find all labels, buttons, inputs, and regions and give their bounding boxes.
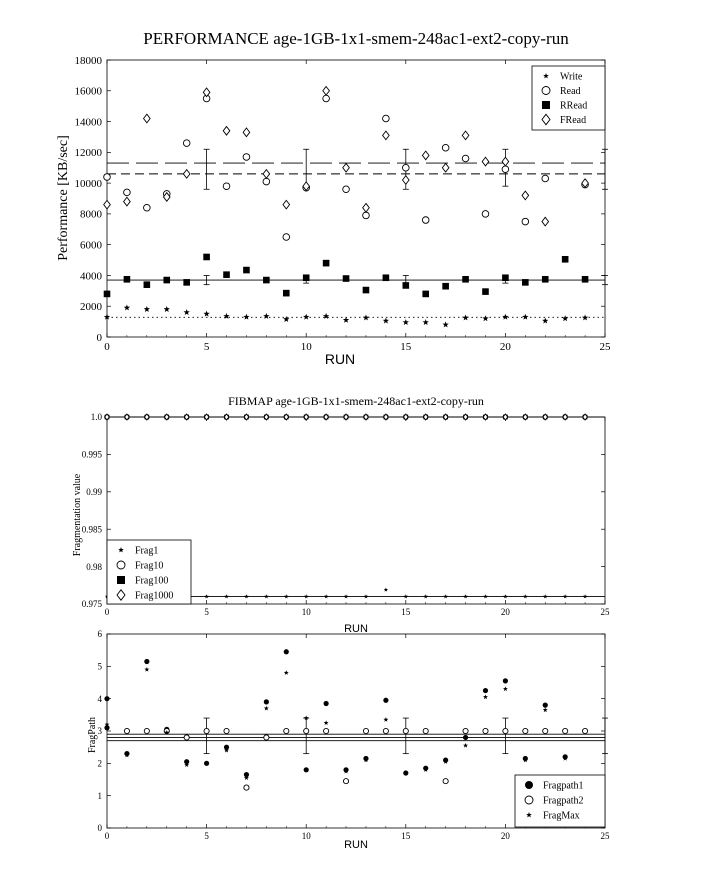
fragpath-point-fragpath1 (264, 699, 269, 704)
fragpath-legend-label: FragMax (543, 810, 580, 822)
fragpath-point-fragpath1 (463, 735, 468, 740)
fibmap-y-tick-label: 0.985 (81, 524, 102, 535)
performance-point-fread (422, 151, 429, 160)
fragpath-x-tick-label: 20 (500, 831, 510, 841)
performance-point-rread (562, 256, 569, 263)
performance-legend-label: RRead (560, 100, 588, 112)
fragpath-point-fragpath1 (483, 688, 488, 693)
performance-point-rread (124, 276, 131, 283)
performance-point-write (263, 313, 269, 319)
fragpath-point-fragpath1 (304, 767, 309, 772)
performance-chart (56, 29, 611, 367)
performance-point-fread (383, 131, 390, 140)
performance-point-fread (482, 157, 489, 166)
performance-point-write (562, 315, 568, 321)
performance-point-rread (343, 275, 350, 282)
fibmap-point-frag1 (264, 594, 268, 598)
performance-y-tick-label: 0 (96, 331, 102, 344)
fragpath-point-fragpath2 (343, 779, 348, 784)
performance-y-tick-label: 6000 (80, 239, 102, 252)
fragpath-point-fragpath1 (543, 703, 548, 708)
fragpath-y-tick-label: 1 (97, 790, 102, 801)
performance-point-read (343, 186, 350, 193)
performance-point-write (164, 306, 170, 312)
fibmap-legend-label: Frag10 (135, 560, 164, 572)
performance-point-rread (363, 287, 370, 294)
fragpath-point-fragpath1 (324, 701, 329, 706)
fragpath-point-fragmax (324, 720, 329, 725)
performance-point-rread (303, 274, 310, 281)
fibmap-legend-label: Frag1000 (135, 590, 174, 602)
fragpath-point-fragpath2 (204, 728, 209, 733)
performance-point-rread (383, 274, 390, 281)
fibmap-point-frag1 (404, 594, 408, 598)
fragpath-legend-label: Fragpath1 (543, 780, 584, 792)
performance-point-write (502, 314, 508, 320)
fragpath-point-fragpath2 (403, 728, 408, 733)
performance-x-tick-label: 15 (400, 341, 412, 353)
fragpath-x-tick-label: 10 (301, 831, 311, 841)
performance-point-write (343, 317, 349, 323)
performance-point-read (144, 204, 151, 211)
fibmap-point-frag1 (244, 594, 248, 598)
performance-point-read (522, 218, 529, 225)
performance-point-read (223, 183, 230, 190)
performance-point-rread (442, 283, 449, 290)
performance-point-write (363, 314, 369, 320)
fragpath-point-fragpath2 (543, 728, 548, 733)
fragpath-y-tick-label: 3 (97, 726, 102, 737)
performance-ylabel: Performance [KB/sec] (56, 135, 71, 261)
performance-point-write (203, 311, 209, 317)
performance-legend-label: FRead (560, 115, 587, 126)
fibmap-x-tick-label: 10 (301, 607, 311, 617)
performance-title: PERFORMANCE age-1GB-1x1-smem-248ac1-ext2-copy-run (143, 29, 569, 48)
performance-point-rread (542, 276, 549, 283)
performance-y-tick-label: 14000 (74, 116, 102, 129)
fragpath-point-fragpath2 (463, 728, 468, 733)
fibmap-point-frag1 (424, 594, 428, 598)
performance-point-read (183, 140, 190, 147)
performance-y-tick-label: 10000 (74, 177, 102, 190)
fibmap-point-frag1 (224, 594, 228, 598)
performance-point-fread (442, 163, 449, 172)
performance-point-read (243, 154, 250, 161)
performance-point-read (542, 175, 549, 182)
fragpath-ylabel: FragPath (87, 716, 98, 754)
performance-point-read (383, 115, 390, 122)
fibmap-point-frag1 (304, 594, 308, 598)
fragpath-point-fragpath2 (244, 785, 249, 790)
fibmap-y-tick-label: 1.0 (90, 412, 102, 423)
fragpath-x-tick-label: 15 (401, 831, 411, 841)
fragpath-y-tick-label: 0 (97, 823, 102, 834)
performance-point-fread (462, 131, 469, 140)
fibmap-legend-label: Frag100 (135, 575, 169, 587)
fragpath-point-fragmax (264, 706, 269, 711)
fragpath-point-fragpath1 (284, 649, 289, 654)
performance-point-read (104, 174, 111, 181)
performance-point-write (582, 314, 588, 320)
fibmap-point-frag1 (483, 594, 487, 598)
fragpath-point-fragpath1 (144, 659, 149, 664)
fibmap-point-frag1 (503, 594, 507, 598)
fragpath-point-fragpath2 (363, 728, 368, 733)
performance-point-read (442, 144, 449, 151)
performance-point-write (184, 309, 190, 315)
performance-point-read (363, 212, 370, 219)
fibmap-point-frag1 (204, 594, 208, 598)
fragpath-legend-marker-fragpath2 (525, 796, 533, 804)
fragpath-xlabel: RUN (344, 839, 368, 851)
performance-point-write (383, 318, 389, 324)
fragpath-y-tick-label: 4 (97, 693, 102, 704)
fragpath-point-fragpath2 (563, 728, 568, 733)
performance-point-write (323, 313, 329, 319)
fibmap-xlabel: RUN (344, 623, 368, 635)
fibmap-point-frag1 (324, 594, 328, 598)
performance-point-rread (482, 288, 489, 295)
performance-point-read (263, 178, 270, 185)
fragpath-point-fragpath2 (184, 735, 189, 740)
fibmap-legend-label: Frag1 (135, 545, 159, 557)
performance-point-write (223, 313, 229, 319)
performance-point-rread (403, 282, 410, 289)
performance-point-fread (363, 203, 370, 212)
performance-point-fread (223, 126, 230, 135)
fragpath-point-fragpath2 (224, 728, 229, 733)
performance-point-rread (502, 274, 509, 281)
fibmap-point-frag1 (563, 594, 567, 598)
performance-point-rread (223, 271, 230, 278)
fibmap-point-frag1 (463, 594, 467, 598)
performance-point-rread (263, 277, 270, 284)
fragpath-point-fragpath2 (423, 728, 428, 733)
performance-y-tick-label: 8000 (80, 208, 102, 221)
fragpath-point-fragpath2 (324, 728, 329, 733)
performance-point-write (522, 314, 528, 320)
performance-point-write (243, 314, 249, 320)
performance-point-rread (323, 260, 330, 267)
fragpath-point-fragpath2 (284, 728, 289, 733)
fibmap-x-tick-label: 25 (600, 607, 610, 617)
performance-point-read (403, 164, 410, 171)
performance-y-tick-label: 16000 (74, 85, 102, 98)
performance-point-write (403, 319, 409, 325)
performance-x-tick-label: 25 (599, 341, 611, 353)
performance-point-fread (144, 114, 151, 123)
performance-point-rread (422, 291, 429, 298)
performance-point-fread (104, 200, 111, 209)
fragpath-point-fragpath2 (582, 728, 587, 733)
performance-plot-frame (107, 60, 605, 337)
fragpath-point-fragpath2 (443, 779, 448, 784)
performance-point-read (283, 234, 290, 241)
fibmap-point-frag1 (364, 594, 368, 598)
performance-point-write (462, 314, 468, 320)
fragpath-point-fragmax (383, 717, 388, 722)
fragpath-point-fragpath2 (124, 728, 129, 733)
performance-point-fread (403, 176, 410, 185)
fibmap-x-tick-label: 20 (500, 607, 510, 617)
fibmap-y-tick-label: 0.99 (86, 486, 102, 497)
performance-legend-label: Read (560, 86, 581, 97)
fragpath-point-fragpath2 (304, 728, 309, 733)
fragpath-x-tick-label: 5 (204, 831, 209, 841)
performance-point-fread (263, 170, 270, 179)
fragpath-point-fragpath1 (503, 678, 508, 683)
fragpath-point-fragpath2 (483, 728, 488, 733)
fibmap-legend-marker-frag10 (117, 561, 125, 569)
performance-point-read (323, 95, 330, 102)
performance-y-tick-label: 2000 (80, 301, 102, 314)
fragpath-point-fragpath1 (104, 725, 109, 730)
performance-x-tick-label: 0 (104, 341, 110, 353)
fragpath-point-fragpath2 (523, 728, 528, 733)
fragpath-point-fragpath2 (503, 728, 508, 733)
performance-point-fread (283, 200, 290, 209)
performance-point-rread (203, 254, 210, 261)
performance-point-read (502, 166, 509, 173)
fibmap-y-tick-label: 0.995 (81, 449, 102, 460)
performance-x-tick-label: 20 (499, 341, 511, 353)
fragpath-point-fragpath1 (383, 698, 388, 703)
performance-point-write (144, 306, 150, 312)
performance-point-read (482, 211, 489, 218)
fibmap-y-tick-label: 0.98 (86, 561, 102, 572)
performance-point-rread (243, 267, 250, 274)
fibmap-ylabel: Fragmentation value (72, 473, 83, 557)
fragpath-x-tick-label: 0 (104, 831, 110, 841)
fragpath-legend-marker-fragpath1 (525, 781, 533, 789)
fragpath-point-fragmax (483, 694, 488, 699)
fibmap-point-frag1 (523, 594, 527, 598)
performance-point-rread (144, 281, 151, 288)
fragpath-point-fragmax (284, 670, 289, 675)
fibmap-point-frag1 (384, 587, 388, 591)
fragpath-point-fragmax (144, 667, 149, 672)
performance-legend-marker-rread (542, 101, 550, 109)
performance-point-rread (183, 279, 190, 286)
performance-point-read (124, 189, 131, 196)
performance-x-tick-label: 10 (300, 341, 312, 353)
performance-y-tick-label: 4000 (80, 270, 102, 283)
performance-point-rread (522, 279, 529, 286)
performance-point-fread (183, 170, 190, 179)
fragpath-x-tick-label: 25 (600, 831, 610, 841)
performance-point-read (422, 217, 429, 224)
performance-point-fread (502, 157, 509, 166)
fragpath-point-fragmax (463, 743, 468, 748)
fibmap-chart (72, 394, 610, 635)
fibmap-point-frag1 (344, 594, 348, 598)
fragpath-legend-label: Fragpath2 (543, 795, 584, 807)
performance-point-rread (582, 276, 589, 283)
fibmap-x-tick-label: 15 (401, 607, 411, 617)
performance-point-write (542, 318, 548, 324)
performance-point-read (462, 155, 469, 162)
fragpath-point-fragpath2 (383, 728, 388, 733)
fragpath-y-tick-label: 6 (97, 629, 102, 640)
performance-legend-marker-read (542, 87, 550, 95)
performance-point-write (423, 319, 429, 325)
performance-y-tick-label: 12000 (74, 147, 102, 160)
fragpath-point-fragpath2 (264, 735, 269, 740)
performance-y-tick-label: 18000 (74, 54, 102, 67)
fibmap-point-frag1 (583, 594, 587, 598)
performance-x-tick-label: 5 (203, 341, 210, 353)
performance-point-fread (243, 128, 250, 137)
performance-point-fread (124, 197, 131, 206)
fibmap-point-frag1 (284, 594, 288, 598)
performance-xlabel: RUN (324, 351, 356, 367)
performance-point-fread (203, 88, 210, 97)
performance-point-fread (542, 217, 549, 226)
performance-point-rread (283, 290, 290, 297)
fibmap-legend-marker-frag100 (117, 576, 125, 584)
fibmap-title: FIBMAP age-1GB-1x1-smem-248ac1-ext2-copy-run (228, 394, 484, 408)
fibmap-y-tick-label: 0.975 (81, 599, 102, 610)
performance-legend-label: Write (560, 71, 583, 83)
fragpath-point-fragmax (503, 686, 508, 691)
fibmap-x-tick-label: 5 (204, 607, 209, 617)
fragpath-y-tick-label: 5 (97, 661, 102, 672)
performance-point-rread (462, 276, 469, 283)
fibmap-point-frag1 (443, 594, 447, 598)
performance-point-fread (522, 191, 529, 200)
fragpath-point-fragpath1 (104, 696, 109, 701)
fibmap-point-frag1 (543, 594, 547, 598)
fragpath-y-tick-label: 2 (97, 758, 102, 769)
fragpath-chart (87, 629, 610, 851)
performance-point-fread (343, 163, 350, 172)
fibmap-x-tick-label: 0 (104, 607, 110, 617)
performance-point-fread (323, 86, 330, 95)
performance-point-rread (104, 291, 111, 298)
performance-point-write (303, 314, 309, 320)
performance-point-write (482, 315, 488, 321)
performance-point-write (124, 304, 130, 310)
performance-point-write (443, 321, 449, 327)
fragpath-point-fragpath2 (144, 728, 149, 733)
performance-point-rread (163, 277, 170, 284)
fragpath-point-fragmax (543, 707, 548, 712)
